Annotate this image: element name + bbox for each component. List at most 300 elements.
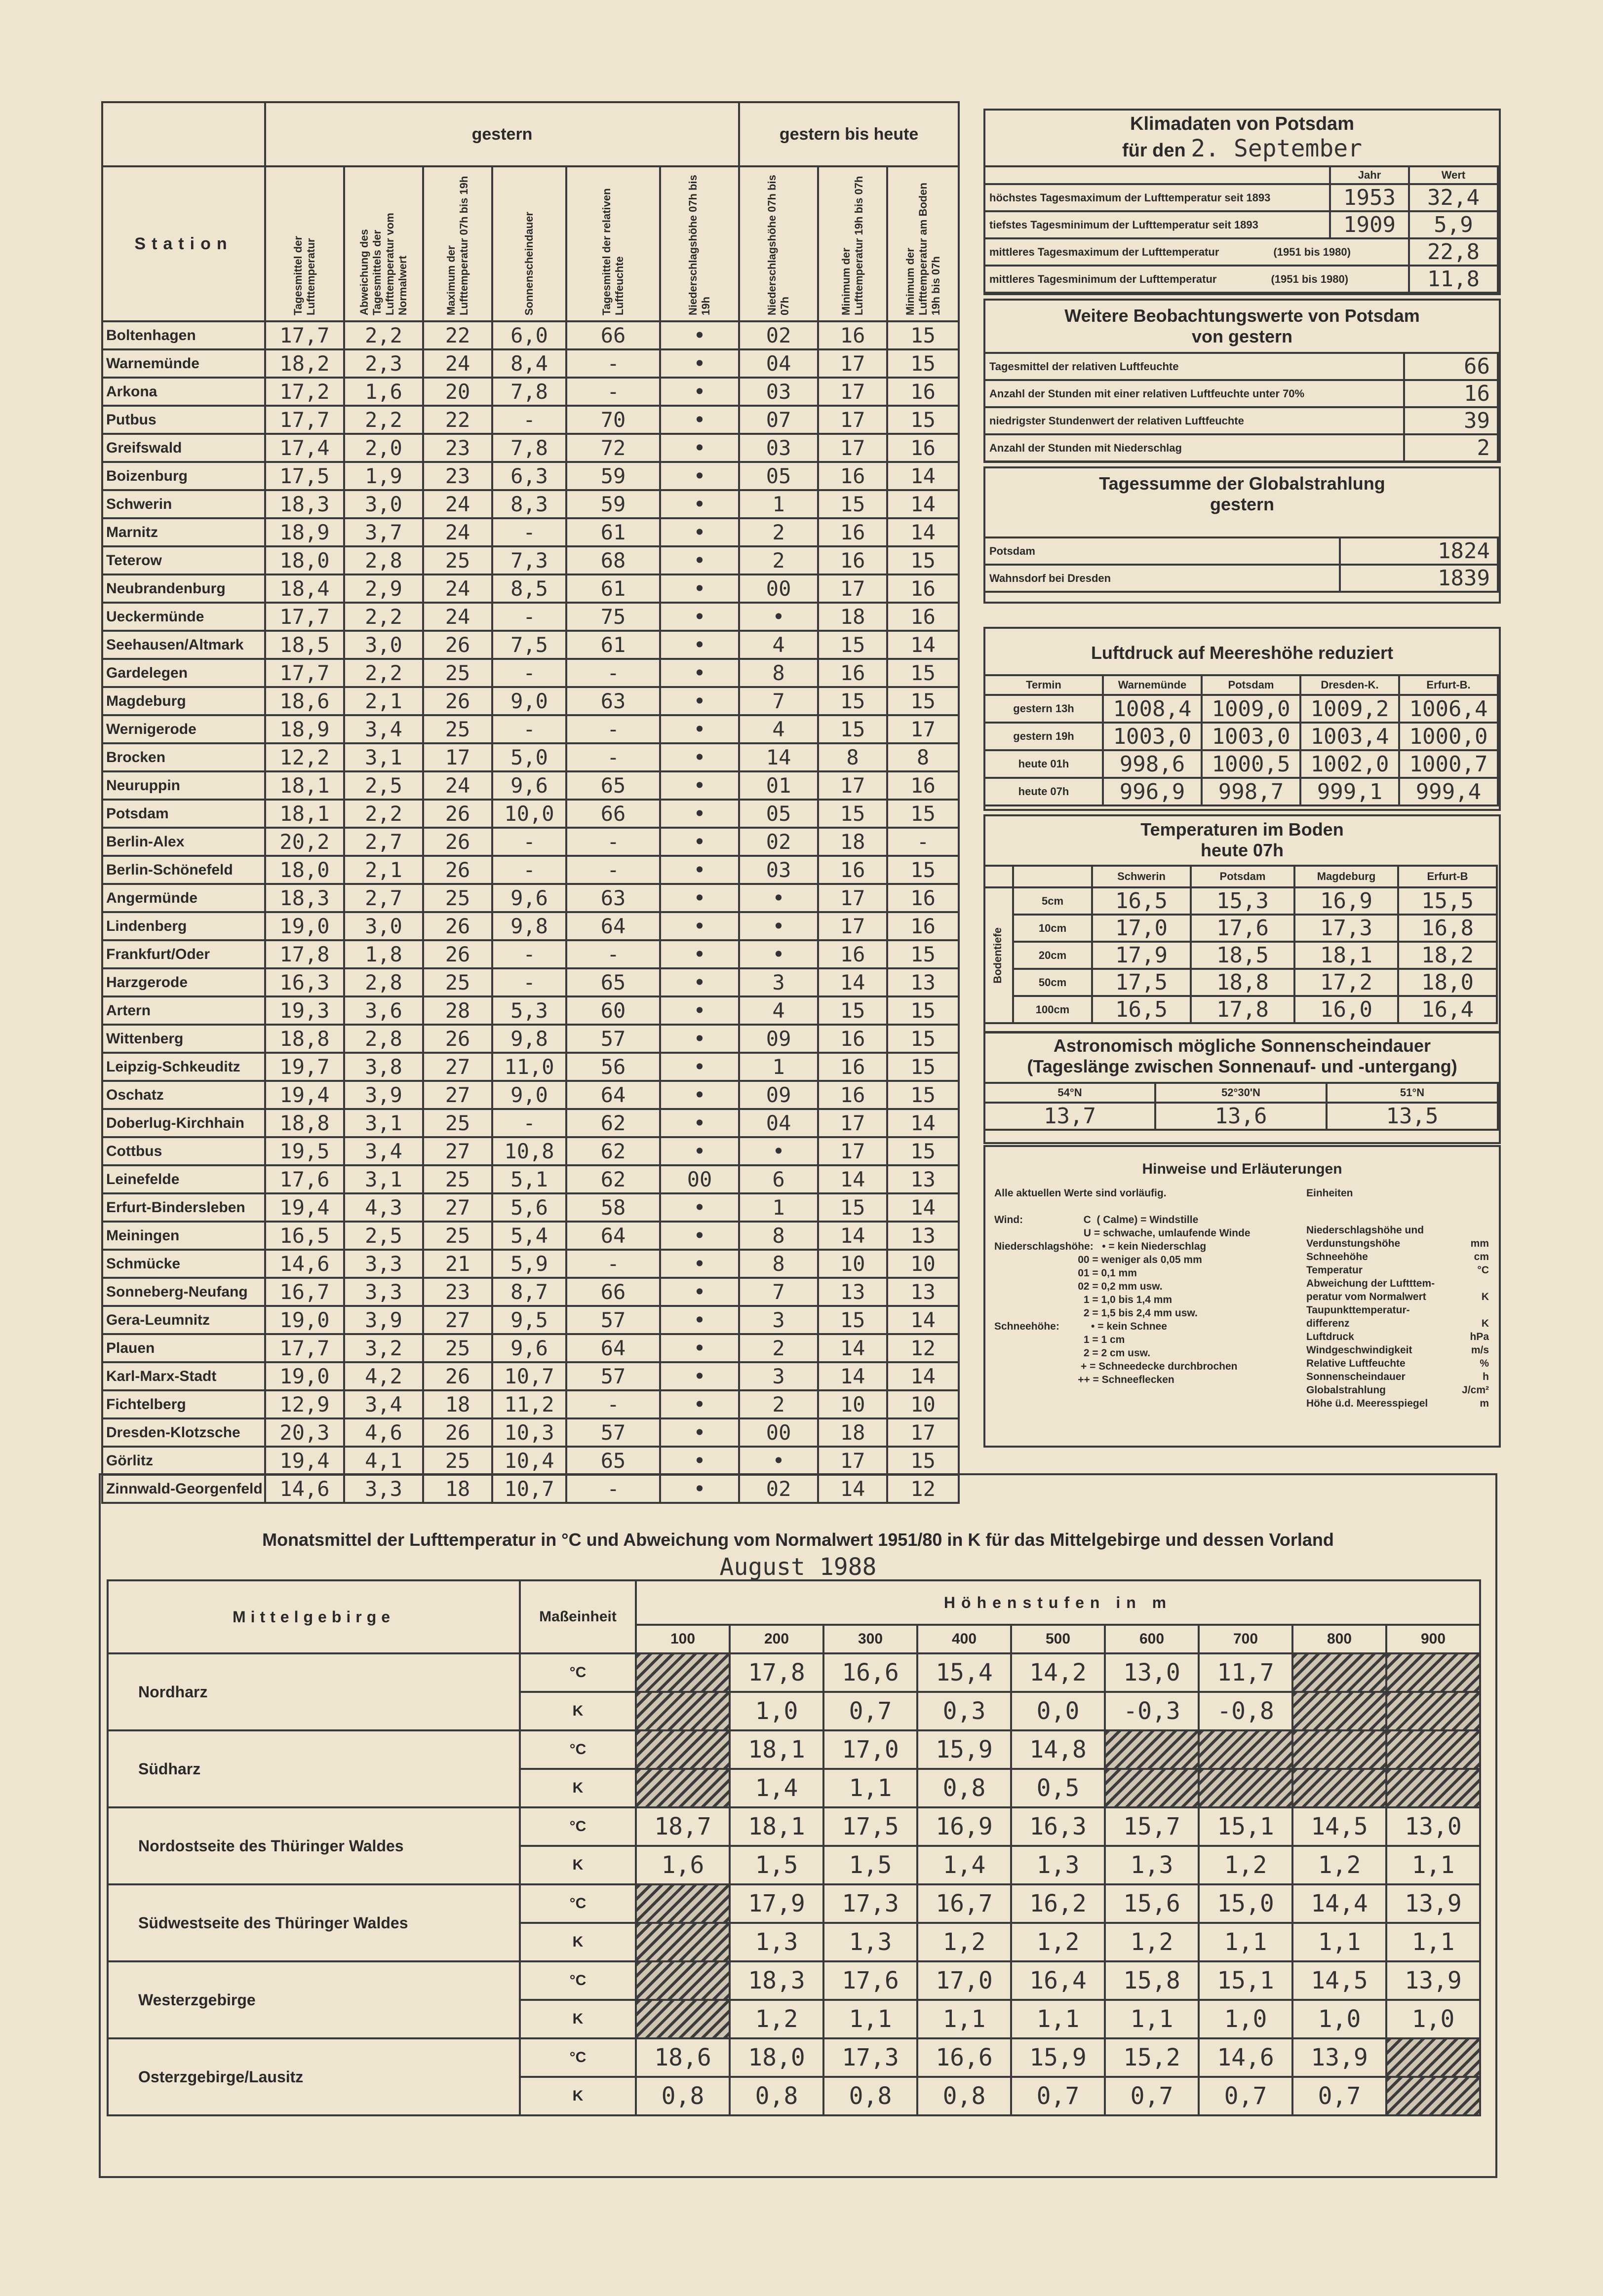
monat-level: 200 xyxy=(730,1625,823,1653)
boden-depth: 20cm xyxy=(1013,942,1092,969)
einheit-unit: m xyxy=(1480,1398,1489,1409)
station-value: 10,4 xyxy=(492,1447,566,1475)
station-value: 26 xyxy=(423,940,492,968)
station-name: Brocken xyxy=(102,743,265,771)
monat-value: 16,9 xyxy=(917,1807,1011,1846)
column-header xyxy=(818,166,887,321)
monat-unit: °C xyxy=(520,1807,636,1846)
station-value: 3,0 xyxy=(344,490,423,518)
monat-row xyxy=(108,1653,1480,1692)
boden-value: 17,0 xyxy=(1092,915,1191,942)
station-value: 11,2 xyxy=(492,1390,566,1418)
einheit-row xyxy=(1306,1237,1489,1250)
station-name: Potsdam xyxy=(102,800,265,828)
station-value: 17,4 xyxy=(265,434,344,462)
station-row xyxy=(102,406,959,434)
hinweise-line: Wind: C ( Calme) = Windstille xyxy=(994,1214,1199,1225)
einheit-row xyxy=(1306,1250,1489,1263)
boden-value: 17,3 xyxy=(1294,915,1398,942)
station-value: • xyxy=(660,406,739,434)
station-value: 26 xyxy=(423,912,492,940)
monat-unit: °C xyxy=(520,1730,636,1769)
station-value: 13 xyxy=(887,1222,959,1250)
column-header-label: Niederschlagshöhe 07h bis 19h xyxy=(687,175,712,315)
station-value: 9,6 xyxy=(492,884,566,912)
monat-col-region: Mittelgebirge xyxy=(108,1580,520,1653)
station-value: 3,7 xyxy=(344,518,423,546)
monat-region-name: Nordharz xyxy=(108,1653,520,1730)
einheit-row xyxy=(1306,1303,1489,1317)
weitere-row xyxy=(984,380,1498,407)
monat-hatched-cell xyxy=(1292,1769,1386,1807)
station-value: 00 xyxy=(739,1418,818,1447)
station-value: 2,1 xyxy=(344,856,423,884)
hinweise-box xyxy=(983,1145,1501,1448)
station-value: 05 xyxy=(739,800,818,828)
station-name: Greifswald xyxy=(102,434,265,462)
einheit-row xyxy=(1306,1224,1489,1237)
station-value: • xyxy=(660,1053,739,1081)
monat-value: 0,8 xyxy=(917,2077,1011,2115)
station-value: 2,1 xyxy=(344,687,423,715)
global-row xyxy=(984,537,1498,565)
monat-value: 15,9 xyxy=(917,1730,1011,1769)
einheit-label: Sonnenscheindauer xyxy=(1306,1371,1406,1382)
station-name: Oschatz xyxy=(102,1081,265,1109)
monat-unit: °C xyxy=(520,1653,636,1692)
station-name: Berlin-Schönefeld xyxy=(102,856,265,884)
station-value: 57 xyxy=(566,1025,660,1053)
einheit-unit: °C xyxy=(1477,1264,1489,1276)
klima-date: 2. September xyxy=(1191,135,1363,162)
station-value: 60 xyxy=(566,996,660,1025)
station-value: 9,6 xyxy=(492,771,566,800)
station-value: 3,3 xyxy=(344,1475,423,1503)
monat-hatched-cell xyxy=(636,1653,730,1692)
luftdruck-col: Termin xyxy=(984,675,1103,695)
station-value: 24 xyxy=(423,518,492,546)
column-header-label: Sonnenscheindauer xyxy=(523,211,535,315)
station-value: • xyxy=(660,1418,739,1447)
station-value: 18 xyxy=(818,603,887,631)
station-value: 17,7 xyxy=(265,1334,344,1362)
station-value: 19,4 xyxy=(265,1193,344,1222)
station-value: 3,8 xyxy=(344,1053,423,1081)
station-value: • xyxy=(739,1447,818,1475)
station-value: 3,1 xyxy=(344,1165,423,1193)
boden-value: 16,5 xyxy=(1092,996,1191,1023)
station-value: 64 xyxy=(566,1334,660,1362)
station-value: - xyxy=(566,856,660,884)
global-value: 1839 xyxy=(1340,565,1498,592)
monat-value: 0,8 xyxy=(636,2077,730,2115)
monat-level: 700 xyxy=(1199,1625,1292,1653)
station-value: 10 xyxy=(887,1390,959,1418)
station-value: 16 xyxy=(887,603,959,631)
astro-title: Astronomisch mögliche Sonnenscheindauer xyxy=(1053,1035,1431,1056)
station-value: 57 xyxy=(566,1362,660,1390)
station-value: - xyxy=(566,1390,660,1418)
luftdruck-title: Luftdruck auf Meereshöhe reduziert xyxy=(1091,643,1394,663)
einheit-label: Höhe ü.d. Meeresspiegel xyxy=(1306,1398,1428,1409)
station-value: 2,8 xyxy=(344,546,423,574)
station-name: Schmücke xyxy=(102,1250,265,1278)
station-value: 15 xyxy=(887,1447,959,1475)
station-value: 03 xyxy=(739,856,818,884)
station-value: 15 xyxy=(818,800,887,828)
station-value: 01 xyxy=(739,771,818,800)
monat-hatched-cell xyxy=(1386,1692,1480,1730)
station-value: 14 xyxy=(887,1362,959,1390)
monat-hatched-cell xyxy=(1386,2038,1480,2077)
station-row xyxy=(102,940,959,968)
station-value: 7,8 xyxy=(492,434,566,462)
global-label: Potsdam xyxy=(984,537,1340,565)
station-value: 62 xyxy=(566,1137,660,1165)
luftdruck-header xyxy=(984,675,1498,695)
station-value: 17 xyxy=(818,884,887,912)
station-value: 14,6 xyxy=(265,1250,344,1278)
station-name: Arkona xyxy=(102,378,265,406)
klima-year: 1909 xyxy=(1330,211,1409,238)
station-value: 26 xyxy=(423,1418,492,1447)
monat-value: 17,0 xyxy=(823,1730,917,1769)
monat-value: 0,0 xyxy=(1011,1692,1105,1730)
monat-value: 1,0 xyxy=(1199,2000,1292,2038)
station-value: 13 xyxy=(887,1278,959,1306)
einheit-row xyxy=(1306,1277,1489,1290)
hinweise-left xyxy=(994,1186,1305,1386)
station-value: 7,8 xyxy=(492,378,566,406)
station-value: 04 xyxy=(739,349,818,378)
station-value: • xyxy=(660,715,739,743)
station-value: 26 xyxy=(423,1362,492,1390)
station-value: 16 xyxy=(818,1053,887,1081)
astro-value: 13,6 xyxy=(1155,1103,1327,1130)
station-value: 14 xyxy=(739,743,818,771)
station-name: Wernigerode xyxy=(102,715,265,743)
station-value: - xyxy=(492,518,566,546)
station-value: 17,7 xyxy=(265,406,344,434)
boden-value: 17,5 xyxy=(1092,969,1191,996)
station-value: 15 xyxy=(818,490,887,518)
station-value: 3,3 xyxy=(344,1250,423,1278)
einheit-row xyxy=(1306,1343,1489,1357)
monat-value: 17,9 xyxy=(730,1884,823,1923)
station-value: 62 xyxy=(566,1109,660,1137)
station-value: 16 xyxy=(818,1081,887,1109)
klima-year: 1953 xyxy=(1330,184,1409,211)
monat-value: 18,1 xyxy=(730,1730,823,1769)
station-value: 19,0 xyxy=(265,1362,344,1390)
station-value: 7 xyxy=(739,1278,818,1306)
boden-subtitle: heute 07h xyxy=(1200,840,1284,860)
einheiten-title: Einheiten xyxy=(1306,1187,1353,1199)
station-value: 07 xyxy=(739,406,818,434)
klima-table xyxy=(983,165,1499,294)
station-value: 9,5 xyxy=(492,1306,566,1334)
monat-value: 18,6 xyxy=(636,2038,730,2077)
global-row xyxy=(984,565,1498,592)
boden-value: 18,1 xyxy=(1294,942,1398,969)
weitere-row xyxy=(984,407,1498,434)
luftdruck-row xyxy=(984,695,1498,723)
station-value: 27 xyxy=(423,1053,492,1081)
einheit-label: Niederschlagshöhe und xyxy=(1306,1225,1424,1236)
luftdruck-value: 1002,0 xyxy=(1300,750,1399,778)
astro-subtitle: (Tageslänge zwischen Sonnenauf- und -untergang) xyxy=(1027,1056,1457,1076)
station-value: 17 xyxy=(887,1418,959,1447)
station-value: 16 xyxy=(887,884,959,912)
station-value: 20 xyxy=(423,378,492,406)
station-value: 02 xyxy=(739,1475,818,1503)
station-value: • xyxy=(660,518,739,546)
station-value: 17 xyxy=(818,1109,887,1137)
station-name: Gardelegen xyxy=(102,659,265,687)
monat-value: -0,8 xyxy=(1199,1692,1292,1730)
station-value: • xyxy=(660,1306,739,1334)
station-value: 1 xyxy=(739,490,818,518)
station-value: 27 xyxy=(423,1081,492,1109)
monat-level: 400 xyxy=(917,1625,1011,1653)
monat-hatched-cell xyxy=(1386,2077,1480,2115)
station-value: 25 xyxy=(423,968,492,996)
boden-value: 16,9 xyxy=(1294,887,1398,915)
station-value: 17,7 xyxy=(265,659,344,687)
monat-value: 15,2 xyxy=(1105,2038,1199,2077)
station-value: 04 xyxy=(739,1109,818,1137)
station-name: Boltenhagen xyxy=(102,321,265,349)
station-value: • xyxy=(739,884,818,912)
station-name: Berlin-Alex xyxy=(102,828,265,856)
station-row xyxy=(102,321,959,349)
hinweise-line: Alle aktuellen Werte sind vorläufig. xyxy=(994,1187,1167,1199)
monat-row xyxy=(108,1961,1480,2000)
station-value: 61 xyxy=(566,574,660,603)
station-row xyxy=(102,743,959,771)
station-value: - xyxy=(566,940,660,968)
station-value: - xyxy=(492,406,566,434)
astro-col: 51°N xyxy=(1327,1083,1498,1103)
station-value: 10,7 xyxy=(492,1362,566,1390)
station-value: 17 xyxy=(818,434,887,462)
station-value: • xyxy=(660,884,739,912)
weitere-label: Tagesmittel der relativen Luftfeuchte xyxy=(984,353,1404,380)
column-header xyxy=(265,166,344,321)
station-value: 12 xyxy=(887,1475,959,1503)
station-value: • xyxy=(660,828,739,856)
station-value: 3,4 xyxy=(344,715,423,743)
monat-unit: °C xyxy=(520,2038,636,2077)
station-value: 21 xyxy=(423,1250,492,1278)
einheit-label: Luftdruck xyxy=(1306,1331,1354,1342)
boden-value: 16,4 xyxy=(1398,996,1497,1023)
einheit-label: Taupunkttemperatur- xyxy=(1306,1304,1410,1316)
station-value: 26 xyxy=(423,1025,492,1053)
station-value: 13 xyxy=(887,968,959,996)
station-value: 20,2 xyxy=(265,828,344,856)
station-value: - xyxy=(566,715,660,743)
station-value: • xyxy=(660,1081,739,1109)
station-value: 17,8 xyxy=(265,940,344,968)
boden-title: Temperaturen im Boden xyxy=(1140,819,1344,840)
station-value: 19,4 xyxy=(265,1447,344,1475)
boden-col: Erfurt-B xyxy=(1398,866,1497,887)
station-row xyxy=(102,687,959,715)
station-value: 2 xyxy=(739,1390,818,1418)
einheit-label: Temperatur xyxy=(1306,1264,1363,1276)
monat-value: 0,3 xyxy=(917,1692,1011,1730)
einheit-label: Relative Luftfeuchte xyxy=(1306,1358,1406,1369)
monat-value: 1,2 xyxy=(1199,1846,1292,1884)
monat-value: 1,4 xyxy=(917,1846,1011,1884)
monat-value: 15,6 xyxy=(1105,1884,1199,1923)
monat-value: 15,0 xyxy=(1199,1884,1292,1923)
station-value: 17,7 xyxy=(265,321,344,349)
station-name: Lindenberg xyxy=(102,912,265,940)
column-header-label: Minimum der Lufttemperatur 19h bis 07h xyxy=(840,176,865,315)
station-value: 3 xyxy=(739,1306,818,1334)
boden-side-label: Bodentiefe xyxy=(991,927,1004,984)
station-name: Plauen xyxy=(102,1334,265,1362)
weitere-value: 16 xyxy=(1404,380,1498,407)
station-value: 65 xyxy=(566,1447,660,1475)
station-value: 16 xyxy=(887,378,959,406)
column-header-label: Maximum der Lufttemperatur 07h bis 19h xyxy=(445,176,470,315)
einheit-unit: m/s xyxy=(1471,1344,1489,1356)
station-value: 24 xyxy=(423,349,492,378)
column-header xyxy=(344,166,423,321)
station-value: 15 xyxy=(887,1025,959,1053)
station-name: Cottbus xyxy=(102,1137,265,1165)
station-value: 26 xyxy=(423,687,492,715)
station-row xyxy=(102,828,959,856)
station-value: 70 xyxy=(566,406,660,434)
boden-value: 17,9 xyxy=(1092,942,1191,969)
station-value: 25 xyxy=(423,1447,492,1475)
station-value: 18,0 xyxy=(265,546,344,574)
weitere-row xyxy=(984,434,1498,461)
station-value: 3,1 xyxy=(344,743,423,771)
station-value: 15 xyxy=(818,687,887,715)
monat-value: 13,9 xyxy=(1292,2038,1386,2077)
monat-value: 13,0 xyxy=(1105,1653,1199,1692)
boden-value: 18,8 xyxy=(1191,969,1294,996)
monat-region-name: Nordostseite des Thüringer Waldes xyxy=(108,1807,520,1884)
monat-value: 1,2 xyxy=(1105,1923,1199,1961)
station-value: 17 xyxy=(818,912,887,940)
einheit-unit: K xyxy=(1481,1291,1489,1302)
boden-row xyxy=(983,915,1497,942)
klima-label-period: (1951 bis 1980) xyxy=(1271,272,1349,285)
station-value: 18,0 xyxy=(265,856,344,884)
klima-label xyxy=(984,266,1409,293)
station-value: 2,5 xyxy=(344,1222,423,1250)
station-value: • xyxy=(660,940,739,968)
boden-value: 16,0 xyxy=(1294,996,1398,1023)
station-value: 1 xyxy=(739,1193,818,1222)
station-value: 2 xyxy=(739,546,818,574)
station-row xyxy=(102,462,959,490)
boden-value: 17,8 xyxy=(1191,996,1294,1023)
column-header xyxy=(492,166,566,321)
weitere-value: 66 xyxy=(1404,353,1498,380)
station-name: Sonneberg-Neufang xyxy=(102,1278,265,1306)
station-name: Teterow xyxy=(102,546,265,574)
station-value: - xyxy=(887,828,959,856)
station-value: • xyxy=(739,912,818,940)
station-value: • xyxy=(739,1137,818,1165)
monat-unit: K xyxy=(520,1923,636,1961)
monat-col-hoehen: Höhenstufen in m xyxy=(636,1580,1480,1625)
monat-value: 16,7 xyxy=(917,1884,1011,1923)
einheit-label: Verdunstungshöhe xyxy=(1306,1238,1401,1249)
einheit-row xyxy=(1306,1290,1489,1303)
monat-value: 14,4 xyxy=(1292,1884,1386,1923)
station-value: 62 xyxy=(566,1165,660,1193)
station-value: 17,5 xyxy=(265,462,344,490)
monat-value: 0,5 xyxy=(1011,1769,1105,1807)
monat-hatched-cell xyxy=(636,1923,730,1961)
station-row xyxy=(102,434,959,462)
station-value: 14 xyxy=(818,1165,887,1193)
luftdruck-value: 999,4 xyxy=(1399,778,1498,805)
station-name: Neuruppin xyxy=(102,771,265,800)
column-header xyxy=(887,166,959,321)
hinweise-line: 1 = 1 cm xyxy=(994,1334,1125,1345)
hinweise-right xyxy=(1306,1186,1489,1410)
boden-depth: 5cm xyxy=(1013,887,1092,915)
station-value: 24 xyxy=(423,574,492,603)
station-row xyxy=(102,968,959,996)
monat-value: 1,3 xyxy=(730,1923,823,1961)
monat-value: 1,6 xyxy=(636,1846,730,1884)
station-value: • xyxy=(660,349,739,378)
station-value: 25 xyxy=(423,884,492,912)
monat-value: -0,3 xyxy=(1105,1692,1199,1730)
monat-hatched-cell xyxy=(636,1884,730,1923)
hinweise-line: Niederschlagshöhe: • = kein Niederschlag xyxy=(994,1241,1207,1252)
station-value: 18,4 xyxy=(265,574,344,603)
station-row xyxy=(102,912,959,940)
station-value: 5,3 xyxy=(492,996,566,1025)
hinweise-line: 1 = 1,0 bis 1,4 mm xyxy=(994,1294,1173,1305)
monat-unit: K xyxy=(520,1692,636,1730)
boden-value: 18,2 xyxy=(1398,942,1497,969)
station-value: 12,9 xyxy=(265,1390,344,1418)
station-row xyxy=(102,378,959,406)
station-value: • xyxy=(660,1362,739,1390)
einheit-unit: hPa xyxy=(1470,1331,1489,1342)
monat-value: 14,8 xyxy=(1011,1730,1105,1769)
station-value: 15 xyxy=(887,996,959,1025)
monat-value: 16,4 xyxy=(1011,1961,1105,2000)
station-value: 6 xyxy=(739,1165,818,1193)
station-value: 16 xyxy=(818,321,887,349)
boden-depth: 50cm xyxy=(1013,969,1092,996)
column-header xyxy=(566,166,660,321)
station-name: Angermünde xyxy=(102,884,265,912)
klima-value: 11,8 xyxy=(1409,266,1498,293)
station-value: 10,0 xyxy=(492,800,566,828)
station-row xyxy=(102,1137,959,1165)
station-value: 10 xyxy=(887,1250,959,1278)
station-value: 24 xyxy=(423,603,492,631)
klima-label-text: mittleres Tagesmaximum der Lufttemperatur xyxy=(989,245,1219,258)
monat-value: 17,3 xyxy=(823,2038,917,2077)
station-row xyxy=(102,1334,959,1362)
station-value: 75 xyxy=(566,603,660,631)
